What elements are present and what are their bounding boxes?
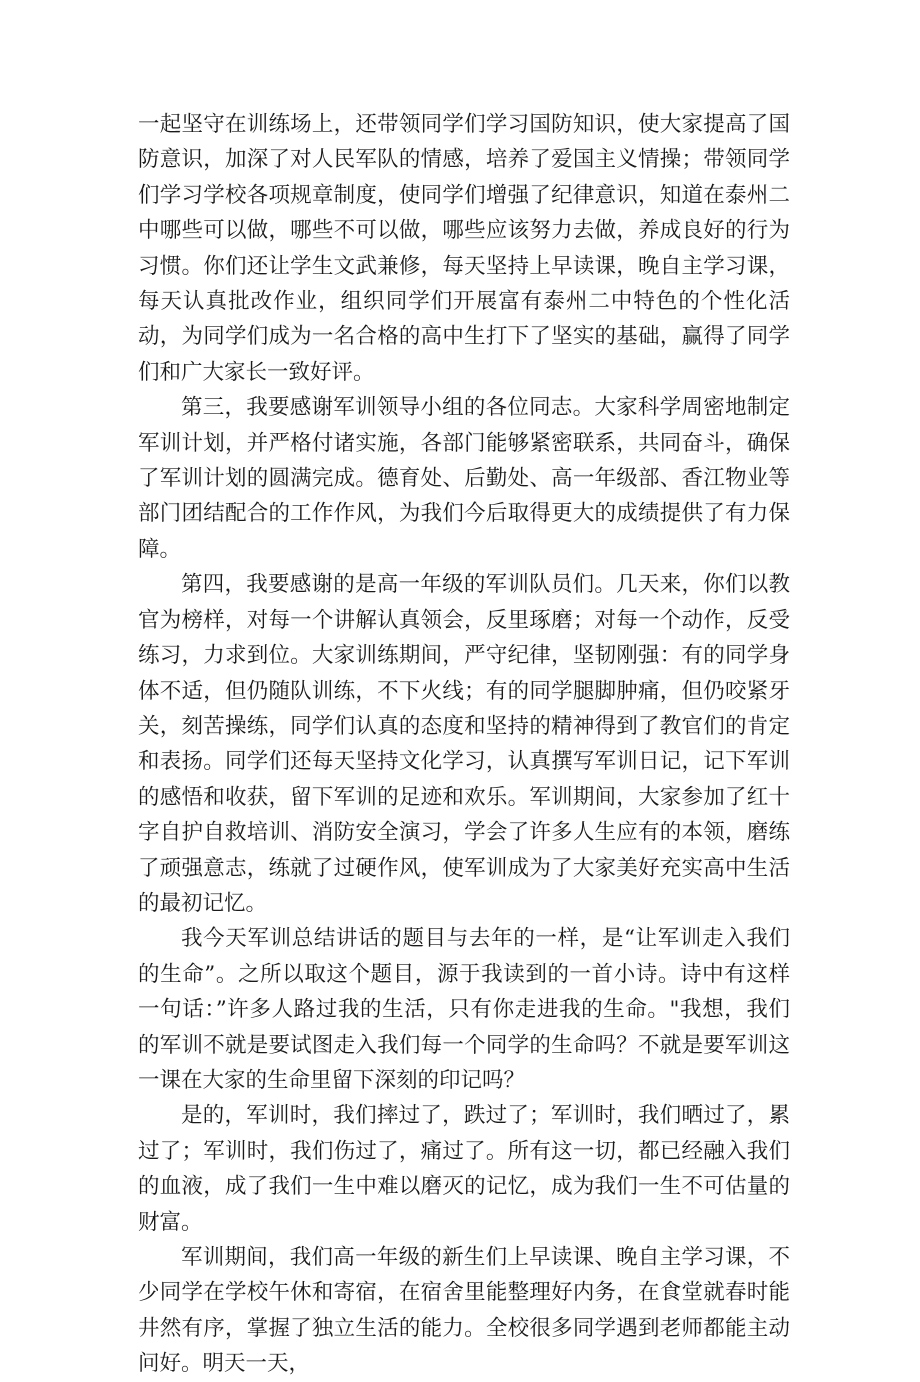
- paragraph-4: 我今天军训总结讲话的题目与去年的一样，是“让军训走入我们的生命”。之所以取这个题目，源于我读到的一首小诗。诗中有这样一句话：”许多人路过我的生活，只有你走进我的生命。"我想，我们的军训不就是要试图走入我们每一个同学的生命吗？不就是要军训这一课在大家的生命里留下深刻的印记吗？: [138, 926, 790, 1093]
- paragraph-2: 第三，我要感谢军训领导小组的各位同志。大家科学周密地制定军训计划，并严格付诸实施，各部门能够紧密联系，共同奋斗，确保了军训计划的圆满完成。德育处、后勤处、高一年级部、香江物业等部门团结配合的工作作风，为我们今后取得更大的成绩提供了有力保障。: [138, 395, 790, 562]
- paragraph-5: 是的，军训时，我们摔过了，跌过了；军训时，我们晒过了，累过了；军训时，我们伤过了，痛过了。所有这一切，都已经融入我们的血液，成了我们一生中难以磨灭的记忆，成为我们一生不可估量的财富。: [138, 1103, 790, 1235]
- document-body: [138, 107, 790, 1382]
- paragraph-1: 一起坚守在训练场上，还带领同学们学习国防知识，使大家提高了国防意识，加深了对人民军队的情感，培养了爱国主义情操；带领同学们学习学校各项规章制度，使同学们增强了纪律意识，知道在泰州二中哪些可以做，哪些不可以做，哪些应该努力去做，养成良好的行为习惯。你们还让学生文武兼修，每天坚持上早读课，晚自主学习课，每天认真批改作业，组织同学们开展富有泰州二中特色的个性化活动，为同学们成为一名合格的高中生打下了坚实的基础，赢得了同学们和广大家长一致好评。: [138, 112, 790, 385]
- paragraph-3: 第四，我要感谢的是高一年级的军训队员们。几天来，你们以教官为榜样，对每一个讲解认真领会，反里琢磨；对每一个动作，反受练习，力求到位。大家训练期间，严守纪律，坚韧刚强：有的同学身体不适，但仍随队训练，不下火线；有的同学腿脚肿痛，但仍咬紧牙关，刻苦操练，同学们认真的态度和坚持的精神得到了教官们的肯定和表扬。同学们还每天坚持文化学习，认真撰写军训日记，记下军训的感悟和收获，留下军训的足迹和欢乐。军训期间，大家参加了红十字自护自救培训、消防安全演习，学会了许多人生应有的本领，磨练了顽强意志，练就了过硬作风，使军训成为了大家美好充实高中生活的最初记忆。: [138, 572, 790, 916]
- paragraph-6: 军训期间，我们高一年级的新生们上早读课、晚自主学习课，不少同学在学校午休和寄宿，在宿舍里能整理好内务，在食堂就春时能井然有序，掌握了独立生活的能力。全校很多同学遇到老师都能主动问好。明天一天，: [138, 1245, 790, 1377]
